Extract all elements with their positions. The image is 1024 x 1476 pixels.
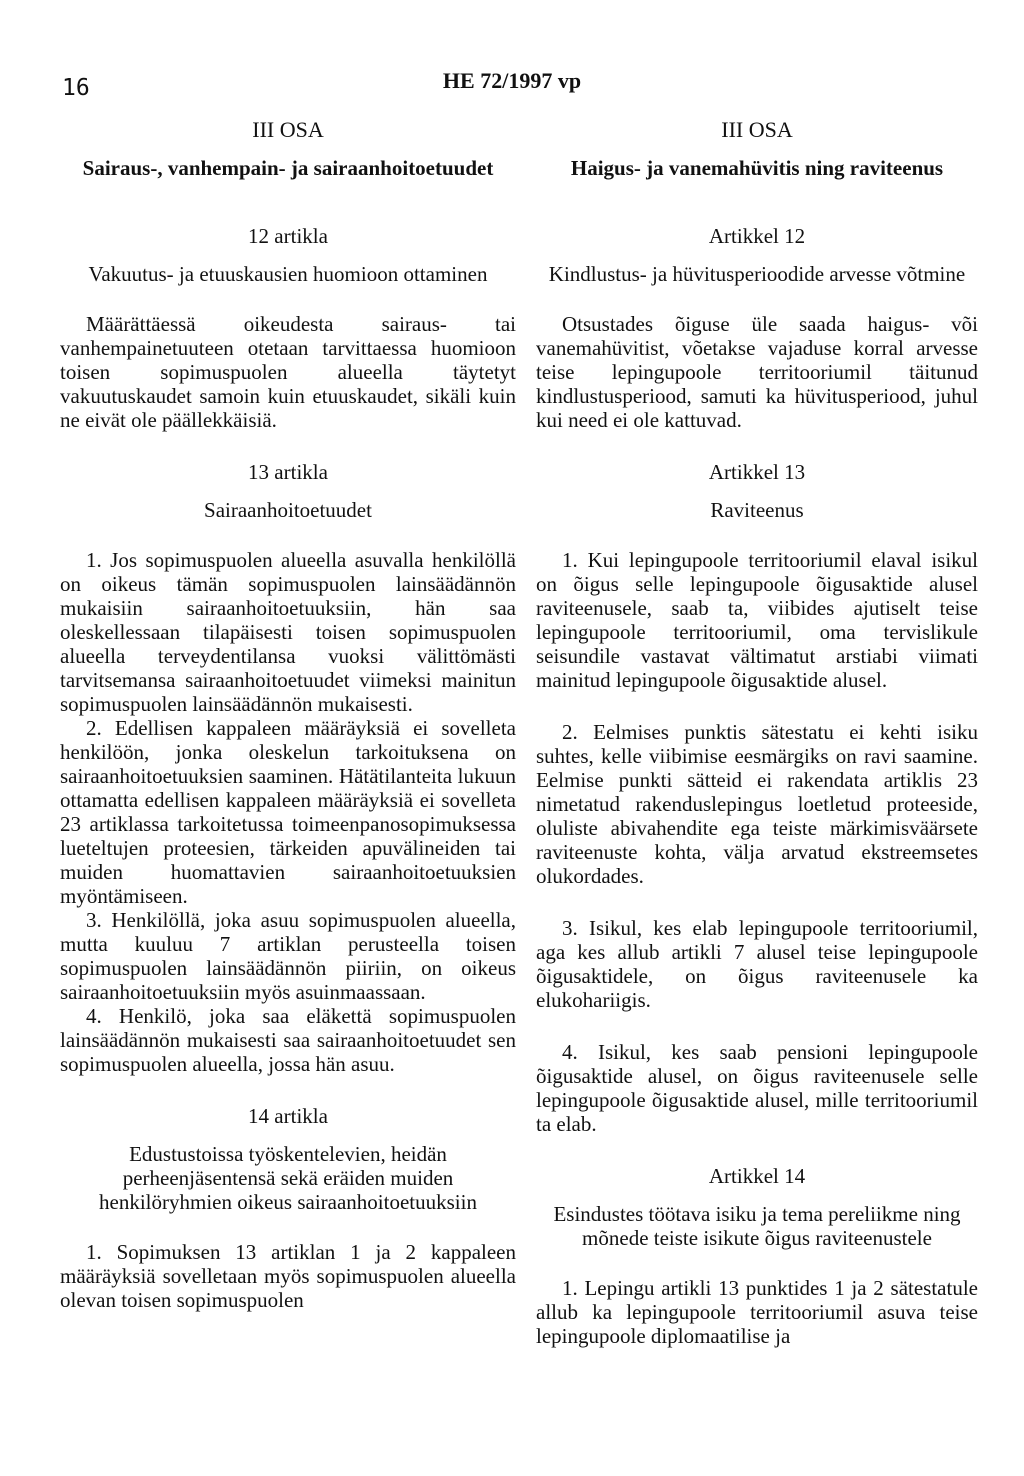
article-14-paragraph-1: 1. Lepingu artikli 13 punktides 1 ja 2 sätestatule allub ka lepingupoole territooriumil asuva teise lepingupoole diplomaatilise ja (536, 1276, 978, 1348)
part-heading: III OSA (721, 117, 793, 142)
article-13-number: Artikkel 13 (708, 460, 806, 484)
article-14-number: Artikkel 14 (708, 1164, 806, 1188)
article-12-number: Artikkel 12 (708, 224, 806, 248)
article-13-paragraph-3: 3. Henkilöllä, joka asuu sopimuspuolen alueella, mutta kuuluu 7 artiklan perusteella toisen sopimuspuolen lainsäädännön piiriin, on oikeus sairaanhoitoetuuksiin myös asuinmaassaan. (60, 908, 516, 1004)
part-heading: III OSA (252, 117, 324, 142)
article-12-title: Vakuutus- ja etuuskausien huomioon ottaminen (88, 262, 488, 286)
article-12-text: Määrättäessä oikeudesta sairaus- tai vanhempainetuuteen otetaan tarvittaessa huomioon toisen sopimuspuolen alueella täytetyt vakuutuskaudet samoin kuin etuuskaudet, sikäli kuin ne eivät ole päällekkäisiä. (60, 312, 516, 432)
document-id: HE 72/1997 vp (442, 68, 582, 93)
article-13-paragraph-4: 4. Isikul, kes saab pensioni lepingupoole õigusaktide alusel, on õigus raviteenusele selle lepingupoole õigusaktide alusel, mille territooriumil ta elab. (536, 1040, 978, 1136)
article-12-text: Otsustades õiguse üle saada haigus- või vanemahüvitist, võetakse vajaduse korral arvesse teise lepingupoole territooriumil täitunud kindlustusperiood, samuti ka hüvitusperiood, juhul kui need ei ole kattuvad. (536, 312, 978, 432)
article-13-paragraph-2: 2. Eelmises punktis sätestatu ei kehti isiku suhtes, kelle viibimise eesmärgiks on ravi saamine. Eelmise punkti sätteid ei rakendata artiklis 23 nimetatud rakenduslepingus loetletud proteeside, oluliste abivahendite ega teiste märkimisväärsete raviteenuste kohta, välja arvatud ekstreemsetes olukordades. (536, 720, 978, 888)
article-13-title: Raviteenus (710, 498, 804, 522)
part-title: Haigus- ja vanemahüvitis ning raviteenus (570, 156, 944, 180)
article-13-paragraph-4: 4. Henkilö, joka saa eläkettä sopimuspuolen lainsäädännön mukaisesti saa sairaanhoitoetuudet sen sopimuspuolen alueella, jossa hän asuu. (60, 1004, 516, 1076)
article-12-number: 12 artikla (248, 224, 328, 248)
page-number: 16 (62, 75, 90, 101)
article-12-title: Kindlustus- ja hüvitusperioodide arvesse võtmine (548, 262, 966, 286)
estonian-column (536, 118, 978, 1376)
article-13-paragraph-1: 1. Kui lepingupoole territooriumil elaval isikul on õigus selle lepingupoole õigusaktide alusel raviteenusele, saab ta, viibides ajutiselt teise lepingupoole territooriumil, oma tervislikule seisundile vastavat vältimatut arstiabi viimati mainitud lepingupoole õigusaktide alusel. (536, 548, 978, 692)
article-13-paragraph-1: 1. Jos sopimuspuolen alueella asuvalla henkilöllä on oikeus tämän sopimuspuolen lainsäädännön mukaisiin sairaanhoitoetuuksiin, hän saa oleskellessaan tilapäisesti toisen sopimuspuolen alueella terveydentilansa vuoksi välittömästi tarvitsemansa sairaanhoitoetuudet viimeksi mainitun sopimuspuolen lainsäädännön mukaisesti. (60, 548, 516, 716)
article-14-paragraph-1: 1. Sopimuksen 13 artiklan 1 ja 2 kappaleen määräyksiä sovelletaan myös sopimuspuolen alueella olevan toisen sopimuspuolen (60, 1240, 516, 1312)
article-13-paragraph-3: 3. Isikul, kes elab lepingupoole territooriumil, aga kes allub artikli 7 alusel teise lepingupoole õigusaktidele, on õigus raviteenusele ka elukohariigis. (536, 916, 978, 1012)
part-title: Sairaus-, vanhempain- ja sairaanhoitoetuudet (82, 156, 494, 180)
article-13-number: 13 artikla (248, 460, 328, 484)
article-13-paragraph-2: 2. Edellisen kappaleen määräyksiä ei sovelleta henkilöön, jonka oleskelun tarkoituksena on sairaanhoitoetuuksien saaminen. Hätätilanteita lukuun ottamatta edellisen kappaleen määräyksiä ei sovelleta 23 artiklassa tarkoitetussa toimeenpanosopimuksessa lueteltujen proteesien, tärkeiden apuvälineiden tai muiden huomattavien sairaanhoitoetuuksien myöntämiseen. (60, 716, 516, 908)
article-14-title: Esindustes töötava isiku ja tema pereliikme ning mõnede teiste isikute õigus raviteenustele (553, 1202, 961, 1250)
article-13-title: Sairaanhoitoetuudet (204, 498, 372, 522)
article-14-number: 14 artikla (248, 1104, 328, 1128)
finnish-column (60, 118, 516, 1340)
article-14-title: Edustustoissa työskentelevien, heidän perheenjäsentensä sekä eräiden muiden henkilöryhmien oikeus sairaanhoitoetuuksiin (99, 1142, 477, 1214)
